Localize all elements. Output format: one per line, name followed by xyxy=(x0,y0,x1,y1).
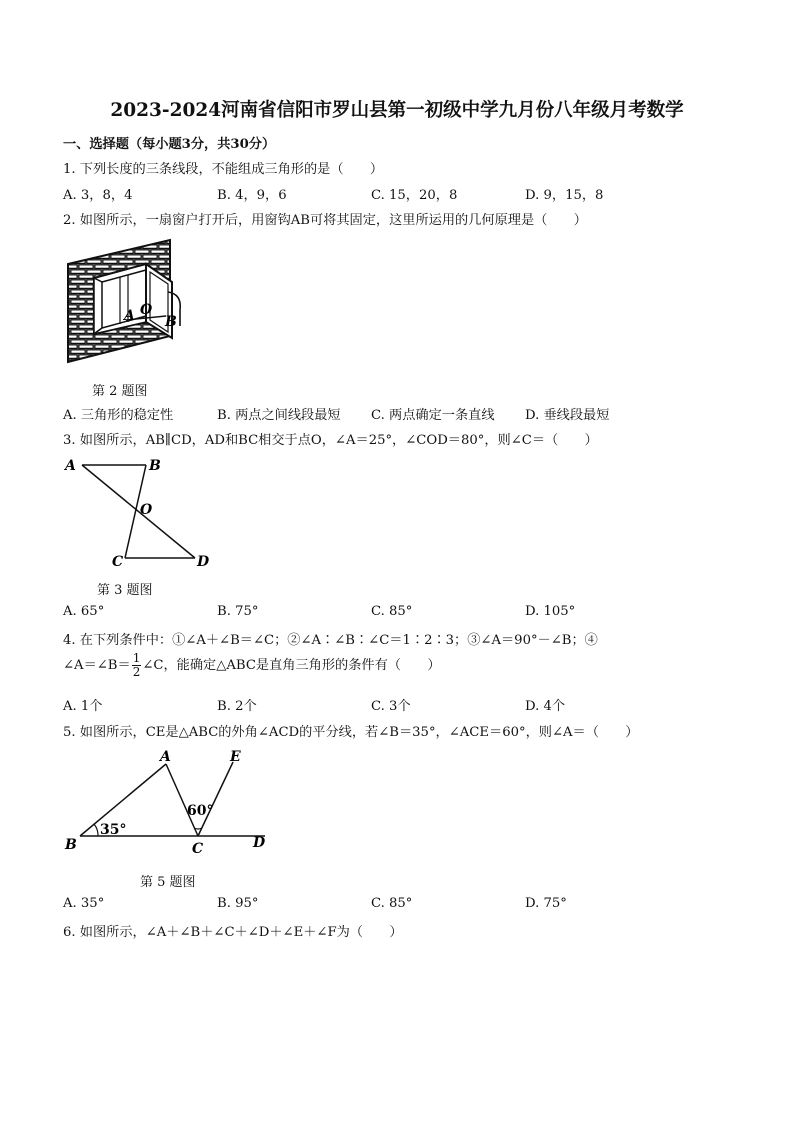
q3-stem: 3. 如图所示，AB∥CD，AD和BC相交于点O，∠A＝25°，∠COD＝80°，则∠C＝（ ） xyxy=(63,433,598,448)
q5-option-b: B. 95° xyxy=(217,896,259,911)
q5-option-d: D. 75° xyxy=(525,896,567,911)
q2-option-c: C. 两点确定一条直线 xyxy=(371,408,495,423)
q2-window-figure xyxy=(62,234,192,366)
q4-frac-num: 1 xyxy=(132,651,141,665)
q2-option-a: A. 三角形的稳定性 xyxy=(63,408,174,423)
q6-stem: 6. 如图所示，∠A＋∠B＋∠C＋∠D＋∠E＋∠F为（ ） xyxy=(63,925,403,940)
q4-stem: 4. 在下列条件中：①∠A＋∠B＝∠C；②∠A∶∠B∶∠C＝1∶2∶3；③∠A＝90°－∠B；④ xyxy=(63,633,598,648)
fig5-angle-35: 35° xyxy=(100,822,127,838)
fig5-angle-60: 60° xyxy=(187,803,214,819)
q5-caption: 第 5 题图 xyxy=(140,875,196,890)
section-heading: 一、选择题（每小题3分，共30分） xyxy=(63,137,276,152)
q4-option-d: D. 4个 xyxy=(525,699,566,714)
q2-caption: 第 2 题图 xyxy=(92,384,148,399)
q2-option-d: D. 垂线段最短 xyxy=(525,408,610,423)
fig3-label-o: O xyxy=(140,502,153,518)
page-title: 2023-2024河南省信阳市罗山县第一初级中学九月份八年级月考数学 xyxy=(110,100,684,121)
q4-stem-line2 xyxy=(63,652,441,679)
fig2-label-b: B xyxy=(165,314,177,330)
q2-stem: 2. 如图所示，一扇窗户打开后，用窗钩AB可将其固定，这里所运用的几何原理是（ ） xyxy=(63,213,587,228)
fig5-label-d: D xyxy=(253,835,266,851)
q2-option-b: B. 两点之间线段最短 xyxy=(217,408,341,423)
fig3-label-d: D xyxy=(197,554,210,570)
q3-figure xyxy=(60,454,220,572)
q4-stem2-pre: ∠A＝∠B＝ xyxy=(63,658,131,673)
q4-option-c: C. 3个 xyxy=(371,699,411,714)
q5-option-a: A. 35° xyxy=(63,896,105,911)
q4-stem2-post: ∠C，能确定△ABC是直角三角形的条件有（ ） xyxy=(142,658,441,673)
q3-caption: 第 3 题图 xyxy=(97,583,153,598)
q1-option-c: C. 15，20，8 xyxy=(371,188,458,203)
q5-figure xyxy=(60,748,275,858)
fig3-label-c: C xyxy=(112,554,124,570)
q4-option-a: A. 1个 xyxy=(63,699,103,714)
q3-option-b: B. 75° xyxy=(217,604,259,619)
fig3-label-a: A xyxy=(65,458,76,474)
q1-option-a: A. 3，8，4 xyxy=(63,188,133,203)
q1-option-d: D. 9，15，8 xyxy=(525,188,604,203)
q1-stem: 1. 下列长度的三条线段，不能组成三角形的是（ ） xyxy=(63,162,384,177)
q3-option-c: C. 85° xyxy=(371,604,413,619)
q4-option-b: B. 2个 xyxy=(217,699,257,714)
q4-fraction xyxy=(132,652,142,679)
q3-option-a: A. 65° xyxy=(63,604,105,619)
q5-stem: 5. 如图所示，CE是△ABC的外角∠ACD的平分线，若∠B＝35°，∠ACE＝60°，则∠A＝（ ） xyxy=(63,725,639,740)
fig3-label-b: B xyxy=(149,458,161,474)
q4-frac-den: 2 xyxy=(132,665,141,679)
fig5-label-e: E xyxy=(230,749,241,765)
fig2-label-a: A xyxy=(124,308,135,324)
q5-option-c: C. 85° xyxy=(371,896,413,911)
fig5-label-c: C xyxy=(192,841,204,857)
q3-option-d: D. 105° xyxy=(525,604,576,619)
fig5-label-b: B xyxy=(65,837,77,853)
fig5-label-a: A xyxy=(160,749,171,765)
q1-option-b: B. 4，9，6 xyxy=(217,188,287,203)
fig2-label-o: O xyxy=(140,302,153,318)
